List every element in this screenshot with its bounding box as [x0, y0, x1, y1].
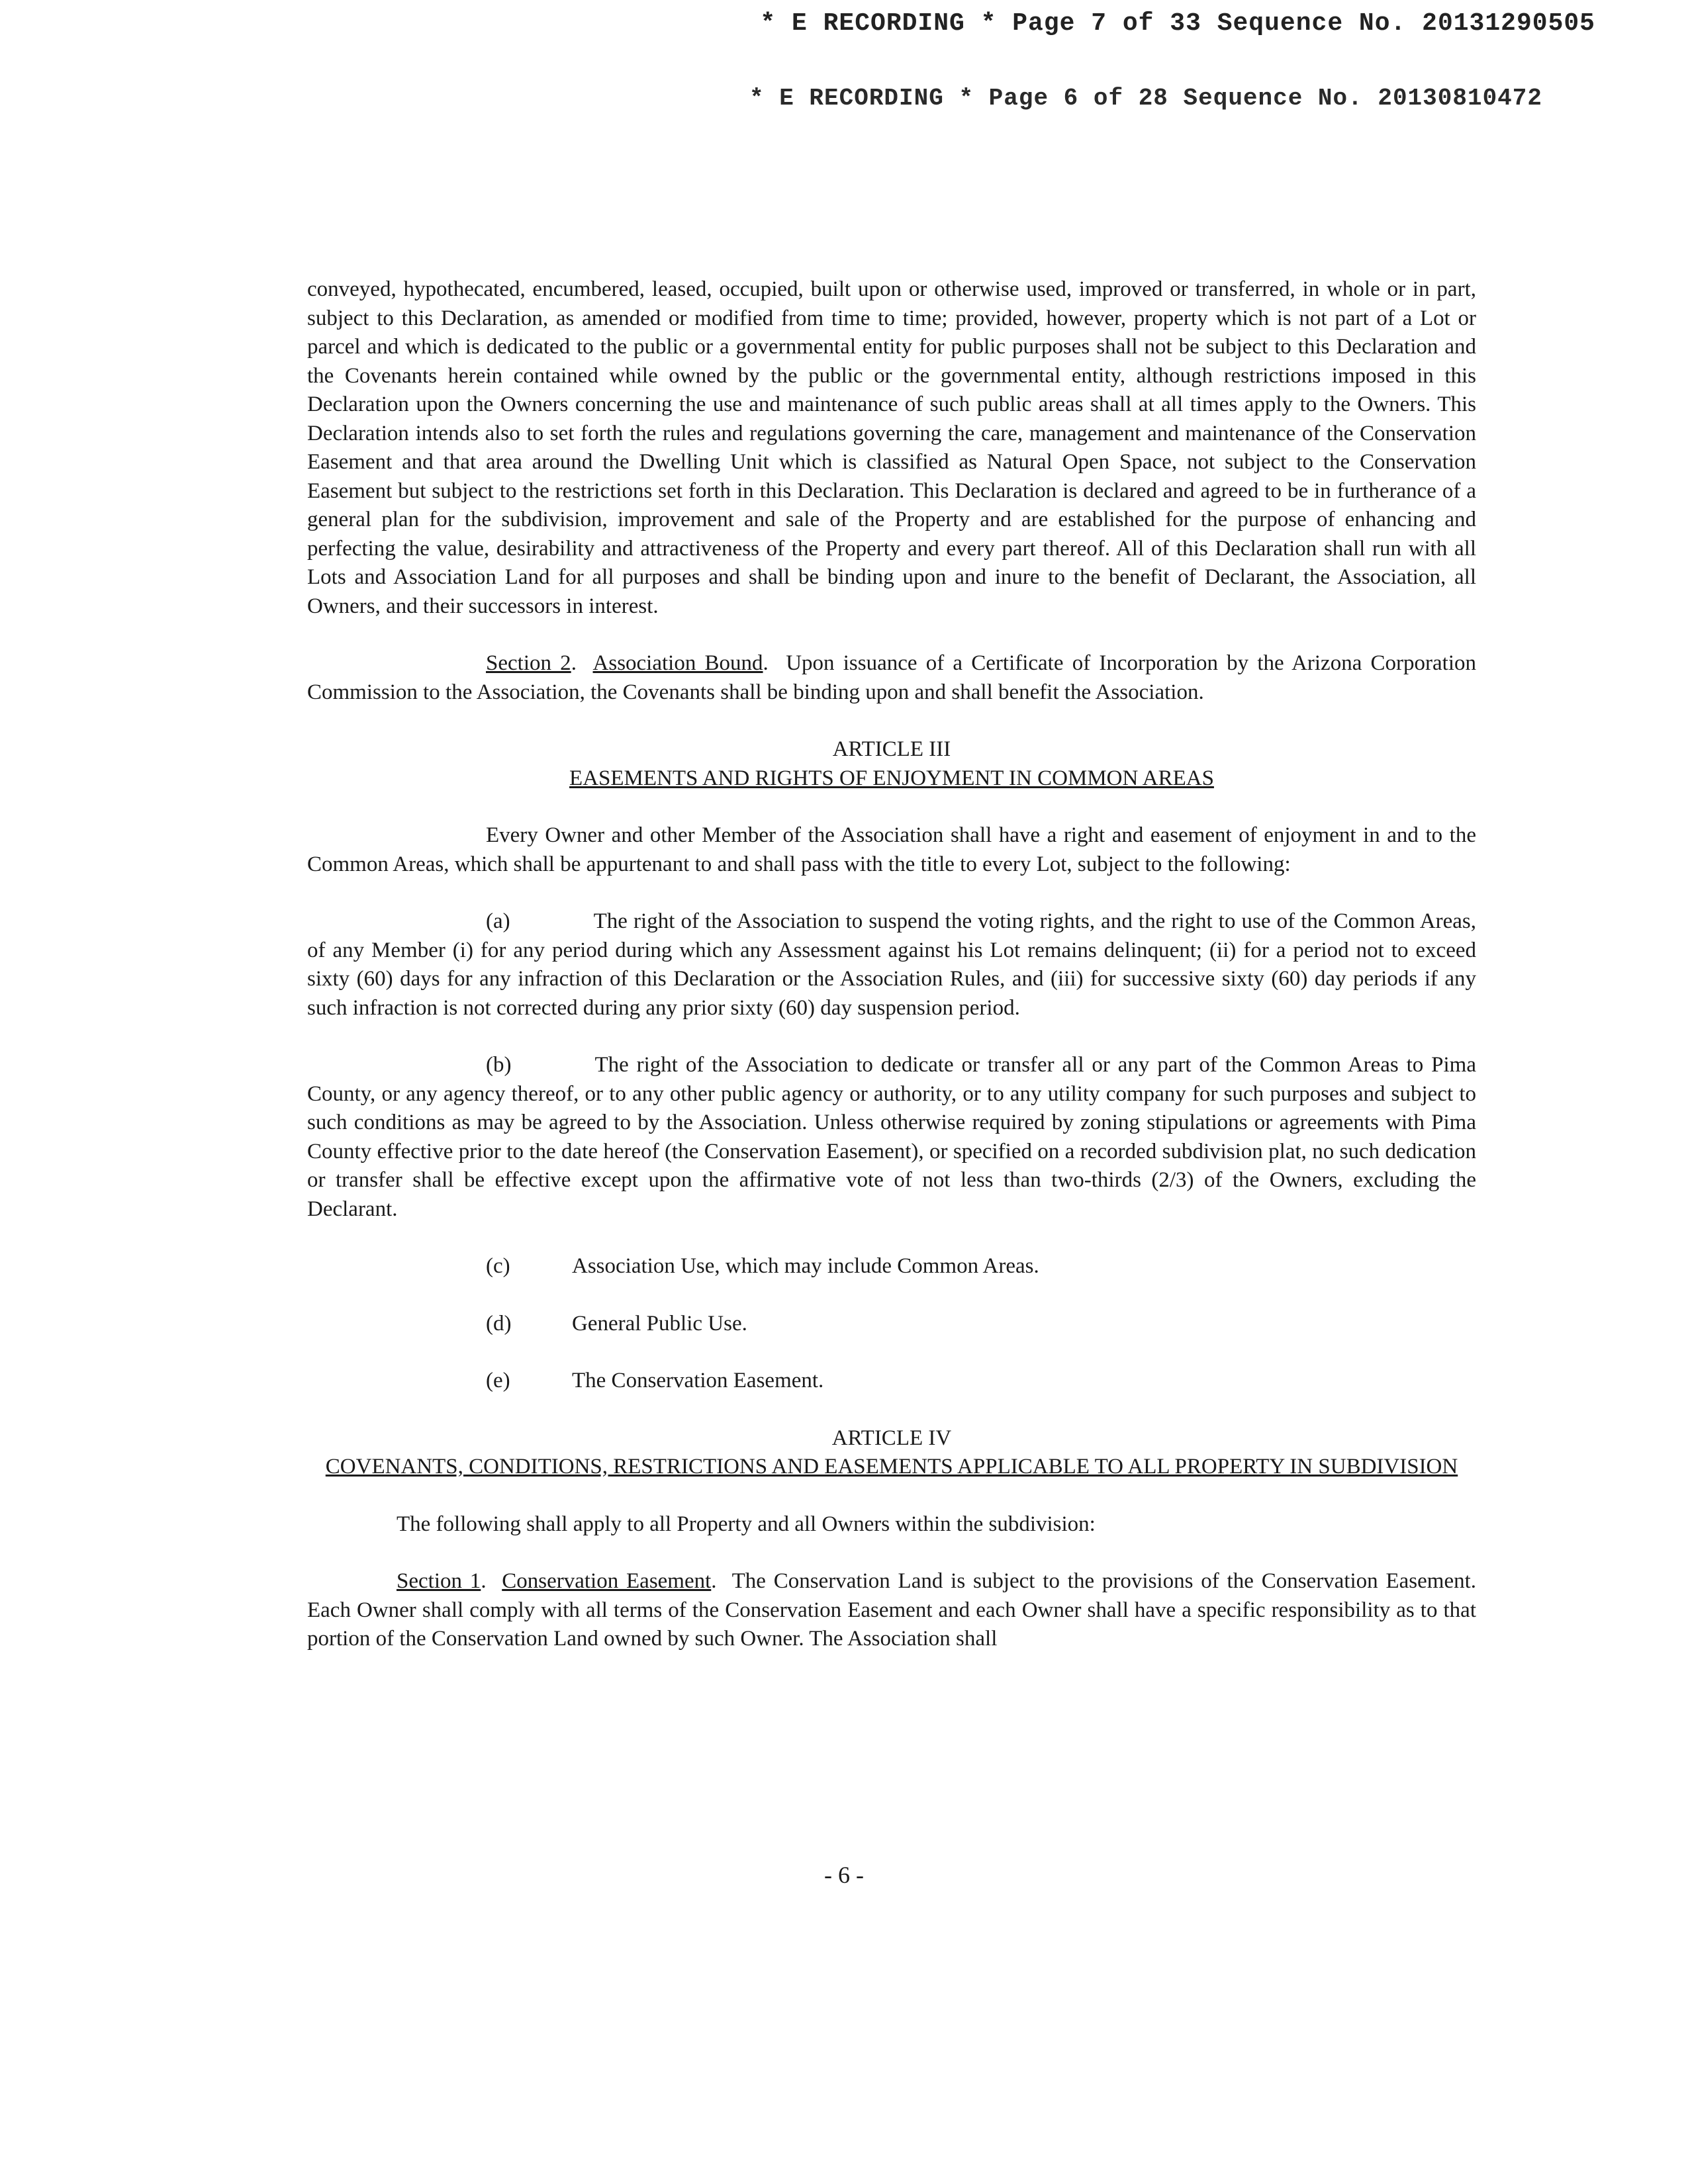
short-list: [486, 1252, 1476, 1396]
article-3-intro: Every Owner and other Member of the Association shall have a right and easement of enjoyment in and to the Common Areas, which shall be appurtenant to and shall pass with the title to every Lot, subject to the following:: [307, 823, 1476, 876]
list-item-b: [307, 1051, 1476, 1224]
section-2-title: Association Bound: [592, 651, 763, 675]
article-4-number: ARTICLE IV: [831, 1426, 952, 1450]
list-item-a: [307, 907, 1476, 1023]
section-2-text: Upon issuance of a Certificate of Incorporation by the Arizona Corporation Commission to the Association, the Covenants shall be binding upon and shall benefit the Association.: [307, 651, 1477, 704]
article-3-number: ARTICLE III: [832, 737, 951, 761]
recording-stamp-primary: * E RECORDING * Page 7 of 33 Sequence No. 20131290505: [760, 9, 1595, 38]
intro-paragraph: conveyed, hypothecated, encumbered, leased, occupied, built upon or otherwise used, improved or transferred, in whole or in part, subject to this Declaration, as amended or modified from time to time; provided, however, property which is not part of a Lot or parcel and which is dedicated to the public or a governmental entity for public purposes shall not be subject to this Declaration and the Covenants herein contained while owned by the public or the governmental entity, although restrictions imposed in this Declaration upon the Owners concerning the use and maintenance of such public areas shall at all times apply to the Owners. This Declaration intends also to set forth the rules and regulations governing the care, management and maintenance of the Conservation Easement and that area around the Dwelling Unit which is classified as Natural Open Space, not subject to the Conservation Easement but subject to the restrictions set forth in this Declaration. This Declaration is declared and agreed to be in furtherance of a general plan for the subdivision, improvement and sale of the Property and are established for the purpose of enhancing and perfecting the value, desirability and attractiveness of the Property and every part thereof. All of this Declaration shall run with all Lots and Association Land for all purposes and shall be binding upon and inure to the benefit of Declarant, the Association, all Owners, and their successors in interest.: [307, 277, 1476, 618]
article-4-title: COVENANTS, CONDITIONS, RESTRICTIONS AND EASEMENTS APPLICABLE TO ALL PROPERTY IN SUBDIVISION: [325, 1455, 1458, 1479]
page-number: - 6 -: [824, 1862, 864, 1888]
list-item-e: (e) The Conservation Easement.: [486, 1369, 824, 1392]
list-item-a-text: The right of the Association to suspend the voting rights, and the right to use of the Common Areas, of any Member (i) for any period during which any Assessment against his Lot remains delinquent; (ii) for a period not to exceed sixty (60) days for any infraction of this Declaration or the Association Rules, and (iii) for successive sixty (60) day periods if any such infraction is not corrected during any prior sixty (60) day suspension period.: [307, 909, 1476, 1020]
recording-stamp-secondary: * E RECORDING * Page 6 of 28 Sequence No. 20130810472: [749, 85, 1542, 112]
list-item-a-label: (a): [486, 909, 510, 933]
list-item-b-label: (b): [486, 1053, 512, 1077]
section-2-label: Section 2: [486, 651, 571, 675]
section-1-label: Section 1: [397, 1569, 481, 1593]
section-1-title: Conservation Easement: [502, 1569, 712, 1593]
article-4-intro: The following shall apply to all Property and all Owners within the subdivision:: [397, 1512, 1096, 1536]
list-item-c: (c) Association Use, which may include Common Areas.: [486, 1254, 1039, 1278]
document-body: [307, 275, 1476, 1654]
section-1-paragraph: Section 1. Conservation Easement. The Conservation Land is subject to the provisions of the Conservation Easement. Each Owner shall comply with all terms of the Conservation Easement and each Owner shall have a specific responsibility as to that portion of the Conservation Land owned by such Owner. The Association shall: [307, 1569, 1477, 1651]
article-3-title: EASEMENTS AND RIGHTS OF ENJOYMENT IN COMMON AREAS: [569, 766, 1214, 790]
section-2-paragraph: Section 2. Association Bound. Upon issuance of a Certificate of Incorporation by the Arizona Corporation Commission to the Association, the Covenants shall be binding upon and shall benefit the Association.: [307, 651, 1477, 704]
section-1-text: The Conservation Land is subject to the provisions of the Conservation Easement. Each Owner shall comply with all terms of the Conservation Easement and each Owner shall have a specific responsibility as to that portion of the Conservation Land owned by such Owner. The Association shall: [307, 1569, 1477, 1651]
list-item-d: (d) General Public Use.: [486, 1311, 747, 1336]
list-item-b-text: The right of the Association to dedicate or transfer all or any part of the Common Areas to Pima County, or any agency thereof, or to any other public agency or authority, or to any utility company for such purposes and subject to such conditions as may be agreed to by the Association. Unless otherwise required by zoning stipulations or agreements with Pima County effective prior to the date hereof (the Conservation Easement), or specified on a recorded subdivision plat, no such dedication or transfer shall be effective except upon the affirmative vote of not less than two-thirds (2/3) of the Owners, excluding the Declarant.: [307, 1053, 1476, 1221]
